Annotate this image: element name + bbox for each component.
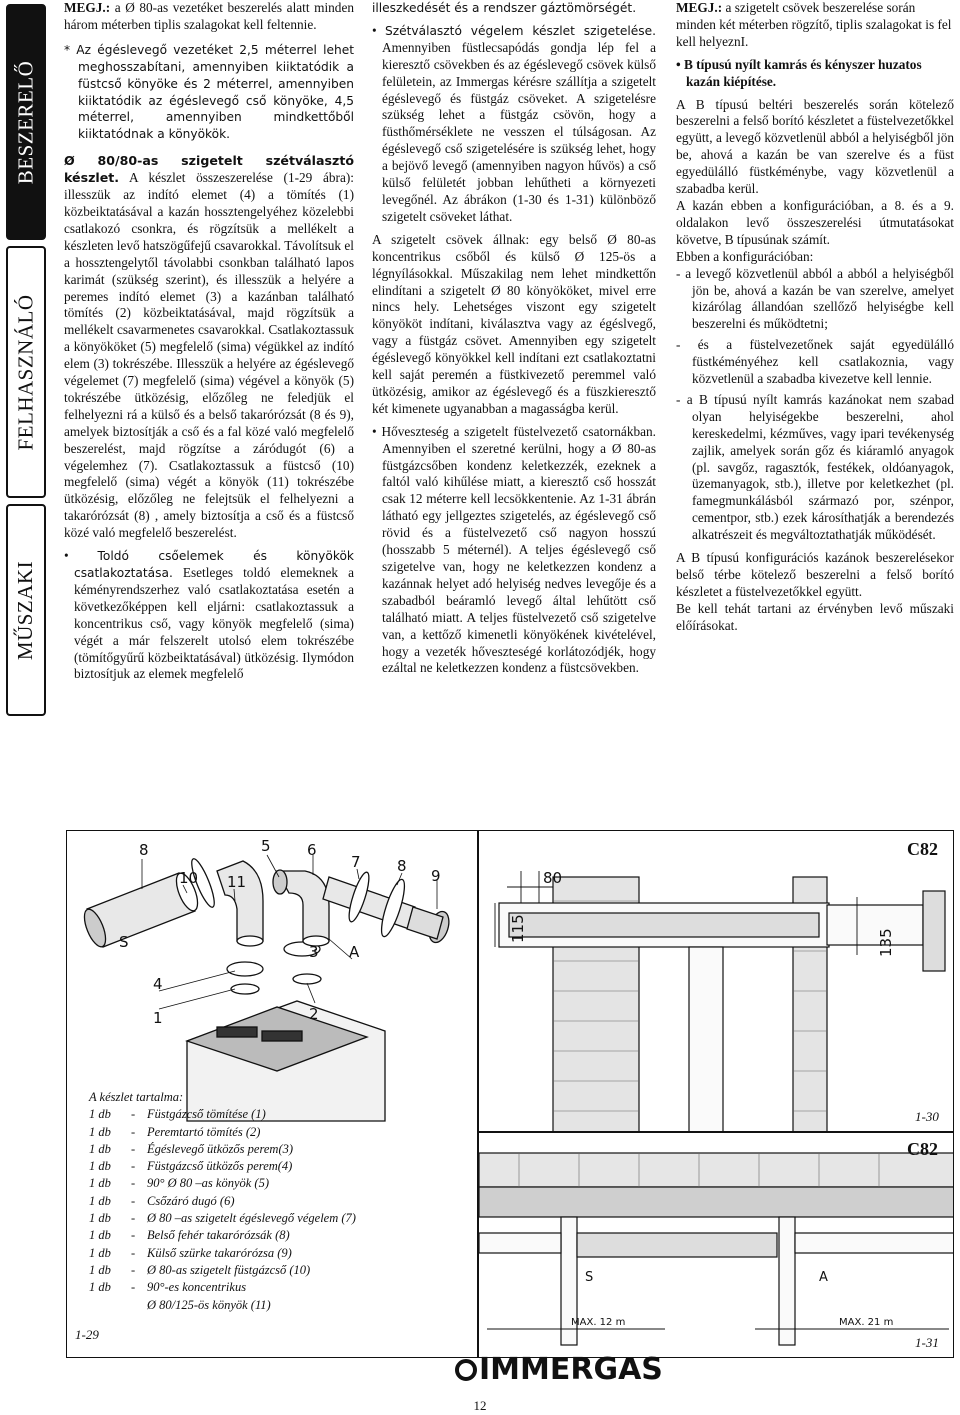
kit-item-dash: - xyxy=(131,1159,136,1174)
figure-number-1-31: 1-31 xyxy=(915,1335,939,1350)
kit-item-name: Ø 80-as szigetelt füstgázcső (10) xyxy=(147,1262,311,1277)
kit-item-qty: 1 db xyxy=(89,1280,111,1295)
insulated-pipes-paragraph: A szigetelt csövek állnak: egy belső Ø 80-as koncentrikus csőből és külső Ø 125-ös a légnyílásokkal. Műszakilag nem lehet mindkettőn elindítani a szigetelt Ø 80 könyököket, mivel erre nincs hely. Lehetséges viszont egy szigetelt könyököt indítani, kiválasztva vagy az égéslvegő, vagy a füstgáz csövet. Amennyiben egy szigetelt égéslevegő könyökkel kell indítani ezt csatlakoztatni kell saját peremén a füstkivezető peremmel való ütközésig, amikor az égéslevegő és a füszkieresztő két kimenete ugyanabban a magasságba kerül. xyxy=(372,231,656,416)
type-b-paragraph-5: Be kell tehát tartani az érvényben levő műszaki előírásokat. xyxy=(676,600,954,633)
kit-item-dash: - xyxy=(131,1245,136,1260)
kit-item xyxy=(89,1245,356,1262)
dim-135: 135 xyxy=(877,928,895,957)
callout-10: 10 xyxy=(179,869,199,887)
note-1: MEGJ.: a Ø 80-as vezetéket beszerelés alatt minden három méterben tiplis szalagokat kell feltennie. xyxy=(64,0,354,32)
figure-number-1-29: 1-29 xyxy=(75,1327,99,1342)
kit-item-qty: 1 db xyxy=(89,1124,111,1139)
kit-item-dash: - xyxy=(131,1176,136,1191)
kit-item xyxy=(89,1124,356,1141)
max-21-label: MAX. 21 m xyxy=(839,1317,894,1328)
dim-115: 115 xyxy=(509,914,527,943)
kit-item xyxy=(89,1262,356,1279)
kit-item xyxy=(89,1210,356,1227)
kit-item-dash: - xyxy=(131,1211,136,1226)
kit-item xyxy=(89,1106,356,1123)
kit-item-qty xyxy=(89,1297,131,1314)
callout-6: 6 xyxy=(307,841,317,859)
kit-item-qty: 1 db xyxy=(89,1176,111,1191)
kit-item xyxy=(89,1141,356,1158)
side-tabs xyxy=(0,0,56,720)
kit-contents-title: A készlet tartalma: xyxy=(89,1090,184,1104)
kit-item-qty: 1 db xyxy=(89,1211,111,1226)
callout-11: 11 xyxy=(227,873,247,891)
dash-item-1: - a levegő közvetlenül abból a abból a helyiségből jön be, ahová a kazán be van szerelve, amelyet kizárólag állandóan szellőző helyiségbe kell beszerelni és működtetni; xyxy=(676,265,954,332)
type-b-paragraph-2: A kazán ebben a konfigurációban, a 8. és a 9. oldalakon levő összeszerelési útmutatásokat követve, B típusúnak számít. xyxy=(676,197,954,247)
kit-item xyxy=(89,1279,356,1296)
kit-item-name: Peremtartó tömítés (2) xyxy=(147,1124,261,1139)
kit-item-name: Ø 80 –as szigetelt égéslevegő végelem (7) xyxy=(147,1211,356,1226)
tab-user-label: FELHASZNÁLÓ xyxy=(13,294,38,450)
kit-item-qty: 1 db xyxy=(89,1262,111,1277)
model-label-1-30: C82 xyxy=(907,839,938,859)
kit-item-name: Külső szürke takarórózsa (9) xyxy=(147,1245,292,1260)
model-label-1-31: C82 xyxy=(907,1139,938,1159)
kit-item-dash: - xyxy=(131,1107,136,1122)
callout-8b: 8 xyxy=(397,857,407,875)
kit-item-name: Belső fehér takarórózsák (8) xyxy=(147,1228,290,1243)
kit-item-qty: 1 db xyxy=(89,1159,111,1174)
insulated-outlet-drawing xyxy=(479,831,954,1132)
kit-item xyxy=(89,1193,356,1210)
kit-item xyxy=(89,1175,356,1192)
kit-item-dash: - xyxy=(131,1280,136,1295)
max-12-label: MAX. 12 m xyxy=(571,1317,626,1328)
dash-item-2: - és a füstelvezetőnek saját egyedülálló füstkéményéhez kell csatlakoznia, vagy közvetlenül a szabadba kivezetve kell lennie. xyxy=(676,337,954,387)
type-b-paragraph-4: A B típusú konfigurációs kazánok beszerelésekor belső térbe kötelező beszerelni a felső borító készletet a füstelvezetőkkel együtt. xyxy=(676,550,954,599)
callout-1: 1 xyxy=(153,1009,163,1027)
kit-item-name: Füstgázcső tömítése (1) xyxy=(147,1107,266,1122)
text-column-3 xyxy=(676,0,954,641)
callout-3: 3 xyxy=(309,943,319,961)
callout-S: S xyxy=(119,933,129,951)
tab-installer-label: BESZERELŐ xyxy=(13,60,38,184)
callout-7: 7 xyxy=(351,853,361,871)
page-number: 12 xyxy=(473,1398,487,1413)
dash-item-3: - a B típusú nyílt kamrás kazánokat nem szabad olyan helyiségekbe beszerelni, ahol kereskedelmi, kézműves, vagy ipari tevékenység zajlik, amelyek során gőz és kiáramló anyagok (pl. savgőz, ragasztók, festékek, oldóanyagok, üzemanyagok, stb.), illetve por keletkezhet (pl. famegmunkálásból származó por, szénpor, cementpor, stb.) ezek károsíthatják a berendezés alkatrészeit és megváltoztathatják működését. xyxy=(676,391,954,543)
kit-item xyxy=(89,1227,356,1244)
kit-item-qty: 1 db xyxy=(89,1245,111,1260)
asterisk-note: * Az égéslevegő vezetéket 2,5 méterrel lehet meghosszabítani, amennyiben kiiktatódik a füstcső könyöke és 2 méterrel, amennyiben kiiktatódik az égéslevegő cső könyöke, 4,5 méterrel, amennyiben mindkettőből kiiktatódnak a könyökök. xyxy=(64,42,354,142)
tab-user[interactable] xyxy=(6,246,46,498)
type-b-paragraph-1: A B típusú beltéri beszerelés során kötelező beszerelni a felső borító készletet a füstelvezetőkkel együtt, a levegő közvetlenül abból a helyiségből jön be, ahová a kazán be van szerelve és a füst egyedülálló füstkéménybe, vagy közvetlenül a szabadba kerül. xyxy=(676,96,954,197)
bullet-extension: • Toldó csőelemek és könyökök csatlakoztatása. Esetleges toldó elemeknek a kéményrendszerhez való csatlakoztatása esetén a következőképpen kell eljárni: csatlakoztassuk a koncentrikus cső, vagy könyök megfelelő (sima) végét a már felszerelt utolsó elem tokrészébe (tömítőgyűrű közbeiktatásával) ütközésig. Ilymódon biztosítjuk az elemek megfelelő xyxy=(64,548,354,682)
continuation-text: illeszkedését és a rendszer gáztömörségét. xyxy=(372,1,637,15)
kit-item-name: Csőzáró dugó (6) xyxy=(147,1193,235,1208)
kit-item xyxy=(89,1297,356,1314)
kit-item-dash: - xyxy=(131,1141,136,1156)
callout-A: A xyxy=(349,943,360,961)
kit-item xyxy=(89,1158,356,1175)
note-3: MEGJ.: a szigetelt csövek beszerelése során minden két méterben rögzítő, tiplis szalagokat is fel kell helyeznI. xyxy=(676,0,952,49)
callout-9: 9 xyxy=(431,867,441,885)
kit-item-name: 90°-es koncentrikus xyxy=(147,1280,247,1295)
kit-paragraph: Ø 80/80-as szigetelt szétválasztó készlet. A készlet összeszerelése (1-29 ábra): illesszük az indító elemet (4) a tömítés (1) közbeiktatásával a kazán hossztengelyéhez közelebbi csatlakozó csonkra, és rögzítsük a mellékelt a készleten levő hatszögűfejű csavarokkal. Távolítsuk el a hossztengelytől távolabbi csonkban található lapos karimát (szükség szerint), és illesszük a helyére a peremes indító elemet (3) a kazánban található tömítés (2) közbeiktatásával, majd rögzítsük a mellékelt csavarmenetes csavarokkal. Csatlakoztassuk a könyököket (5) megfelelő (sima) végükkel az indító elem (3) tokrészébe. Illesszük a helyére az égéslevegő végelemet (7) megfelelő (sima) végével a könyök (5) tokrészébe ütközésig, előzőleg ne feledjük el felhelyezni rá a külső és a belső takarórózsát (8 és 9), amelyek biztosítják a cső és a fal közé való megfelelő beszerelést, majd rögzítse a záródugót (6) a végelemhez (7). Csatlakoztassuk a füstcső (10) megfelelő (sima) végét a könyök (11) tokrészébe ütközésig, előzőleg ne felejtsük el felhelyezni a takarórózsát (8) , amely biztosítja a cső és a füstcső közé való megfelelő beszerelést. xyxy=(64,153,354,541)
kit-item-name: 90° Ø 80 –as könyök (5) xyxy=(147,1176,269,1191)
heat-loss-drawing xyxy=(479,1133,954,1358)
tab-installer[interactable] xyxy=(6,4,46,240)
kit-item-qty: 1 db xyxy=(89,1228,111,1243)
bullet-insulation: • Szétválasztó végelem készlet szigetelése. Amennyiben füstlecsapódás gondja lép fel a kieresztő csövekben és az égéslevegő csövek külső felületein, az Immergas kérésre szállítja a szigetelt égéslevegő és füstgáz csöveket. A szigetelésre szükség lehet a füstgáz csövön, hogy a füsthőmérséklete ne vesszen el túlságosan. Az égéslevegő cső szigetelésére is szükség lehet, hogy a bejövő levegő (amennyiben nagyon hűvös) a cső külső felületét jobban lehűtheti a környezeti levegőnél. Az ábrákon (1-30 és 1-31) különböző szigetelt csöveket láthat. xyxy=(372,22,656,224)
kit-item-qty: 1 db xyxy=(89,1141,111,1156)
label-A: A xyxy=(819,1270,828,1285)
kit-item-dash: - xyxy=(131,1193,136,1208)
logo-ring-icon xyxy=(455,1359,477,1381)
tab-technical-label: MŰSZAKI xyxy=(13,560,38,660)
text-column-2 xyxy=(372,0,656,683)
kit-contents-list xyxy=(89,1089,356,1314)
label-S: S xyxy=(585,1270,594,1285)
immergas-logo: IMMERGAS xyxy=(455,1352,663,1387)
callout-2: 2 xyxy=(309,1005,319,1023)
kit-item-name: Égéslevegő ütközős perem(3) xyxy=(147,1141,294,1156)
callout-5: 5 xyxy=(261,837,271,855)
kit-item-dash: - xyxy=(131,1124,136,1139)
figure-number-1-30: 1-30 xyxy=(915,1109,939,1124)
figure-kit-assembly xyxy=(66,830,478,1358)
callout-4: 4 xyxy=(153,975,163,993)
tab-technical[interactable] xyxy=(6,504,46,716)
kit-item-name: Ø 80/125-ös könyök (11) xyxy=(147,1297,271,1312)
bullet-type-b: • B típusú nyílt kamrás és kényszer huzatos kazán kiépítése. xyxy=(676,56,922,89)
kit-item-dash: - xyxy=(131,1262,136,1277)
bullet-heat-loss: • Hőveszteség a szigetelt füstelvezető csatornákban. Amennyiben el szeretné kerülni, hogy a Ø 80-as füstgázcsőben kondenz keletkezzék, ezeknek a faltól való kihűlése miatt, a kieresztő cső hosszát csak 12 méterre kell lecsökkentenie. Az 1-31 ábrán látható egy jellgeztes szigetelés, az égéslevegő cső rövid és a füstelvezető cső nagyon hosszú (hosszabb 5 méternél). A teljes égéslevegő cső szigetelve van, hogy ne keletkezzen kondenz a kazánnak helyet adó helyiség nedves levegője és a szabadból beáramló levegő által lehűtött cső található miatt. A teljes füstelvezető cső szigetelve van, a kettőző kimenetli könyökének kivételével, hogy a vezeték hőveszteségé korlátozódjék, hogy ezáltal ne keletkezzen kondenz a füstcsövekben. xyxy=(372,423,656,676)
callout-8: 8 xyxy=(139,841,149,859)
text-column-1 xyxy=(64,0,354,689)
kit-item-dash xyxy=(131,1297,147,1314)
figure-insulated-outlet xyxy=(478,830,954,1132)
figure-heat-loss-installation xyxy=(478,1132,954,1358)
dim-80: 80 xyxy=(543,869,563,887)
kit-item-qty: 1 db xyxy=(89,1193,111,1208)
kit-item-qty: 1 db xyxy=(89,1107,111,1122)
kit-item-dash: - xyxy=(131,1228,136,1243)
type-b-paragraph-3: Ebben a konfigurációban: xyxy=(676,248,814,264)
kit-item-name: Füstgázcső ütközős perem(4) xyxy=(147,1159,293,1174)
